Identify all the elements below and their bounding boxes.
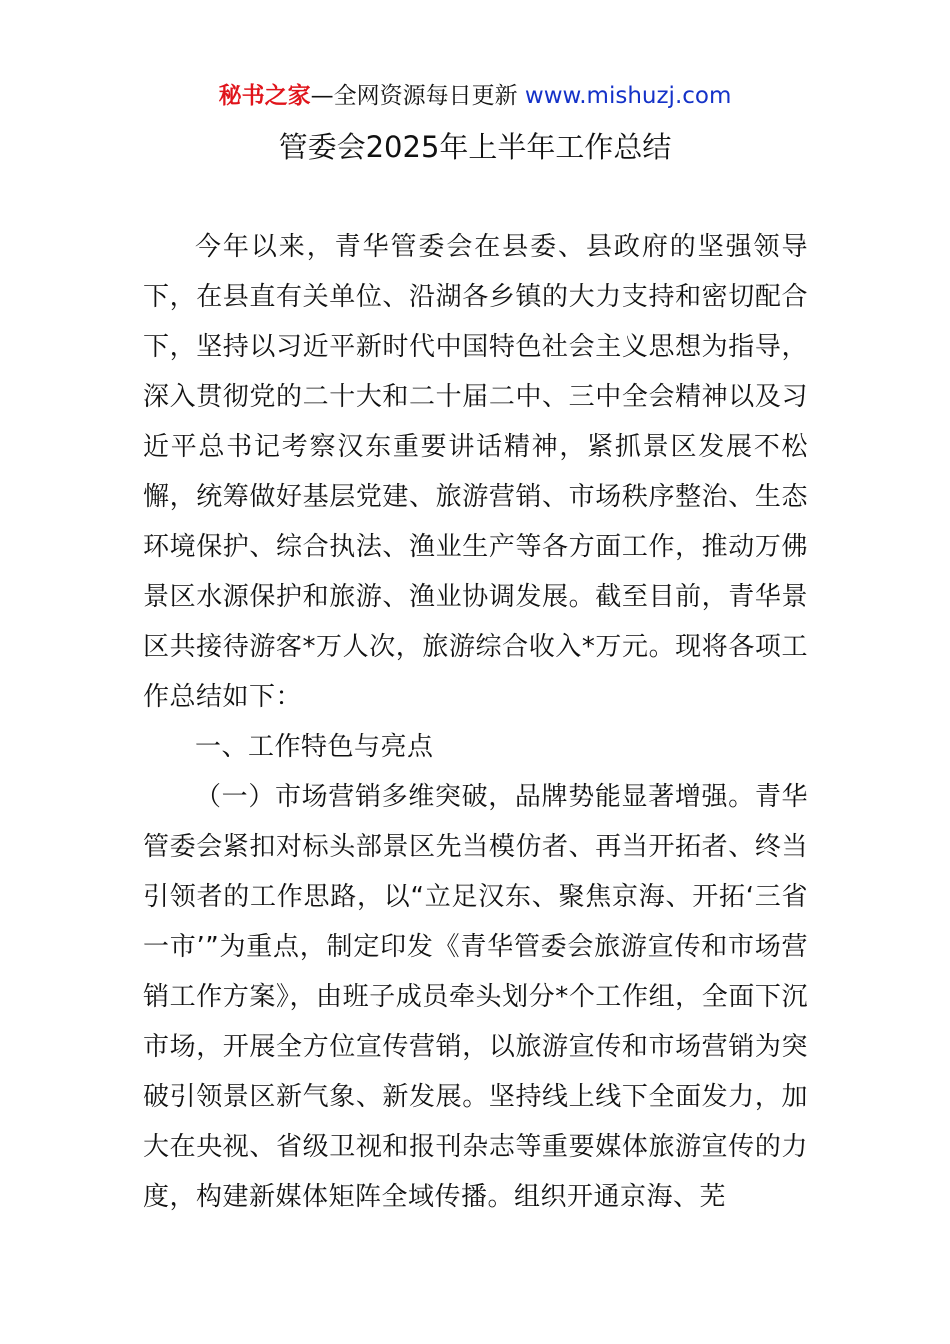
section-heading: 一、工作特色与亮点: [195, 732, 434, 762]
subsection-paragraph: （一）市场营销多维突破，品牌势能显著增强。青华管委会紧扣对标头部景区先当模仿者、再当开拓者、终当引领者的工作思路，以“立足汉东、聚焦京海、开拓‘三省一市’”为重点，制定印发《青华管委会旅游宣传和市场营销工作方案》，由班子成员牵头划分*个工作组，全面下沉市场，开展全方位宣传营销，以旅游宣传和市场营销为突破引领景区新气象、新发展。坚持线上线下全面发力，加大在央视、省级卫视和报刊杂志等重要媒体旅游宣传的力度，构建新媒体矩阵全域传播。组织开通京海、芜: [143, 782, 808, 1212]
document-body: [143, 222, 808, 1222]
document-title: 管委会2025年上半年工作总结: [278, 130, 672, 164]
brand-name: 秘书之家: [218, 83, 311, 109]
intro-paragraph: 今年以来，青华管委会在县委、县政府的坚强领导下，在县直有关单位、沿湖各乡镇的大力支持和密切配合下，坚持以习近平新时代中国特色社会主义思想为指导，深入贯彻党的二十大和二十届二中、三中全会精神以及习近平总书记考察汉东重要讲话精神，紧抓景区发展不松懈，统筹做好基层党建、旅游营销、市场秩序整治、生态环境保护、综合执法、渔业生产等各方面工作，推动万佛景区水源保护和旅游、渔业协调发展。截至目前，青华景区共接待游客*万人次，旅游综合收入*万元。现将各项工作总结如下：: [143, 232, 808, 712]
website-link[interactable]: www.mishuzj.com: [524, 83, 732, 109]
banner-tagline: —全网资源每日更新: [310, 83, 518, 109]
header-banner: [0, 80, 950, 112]
